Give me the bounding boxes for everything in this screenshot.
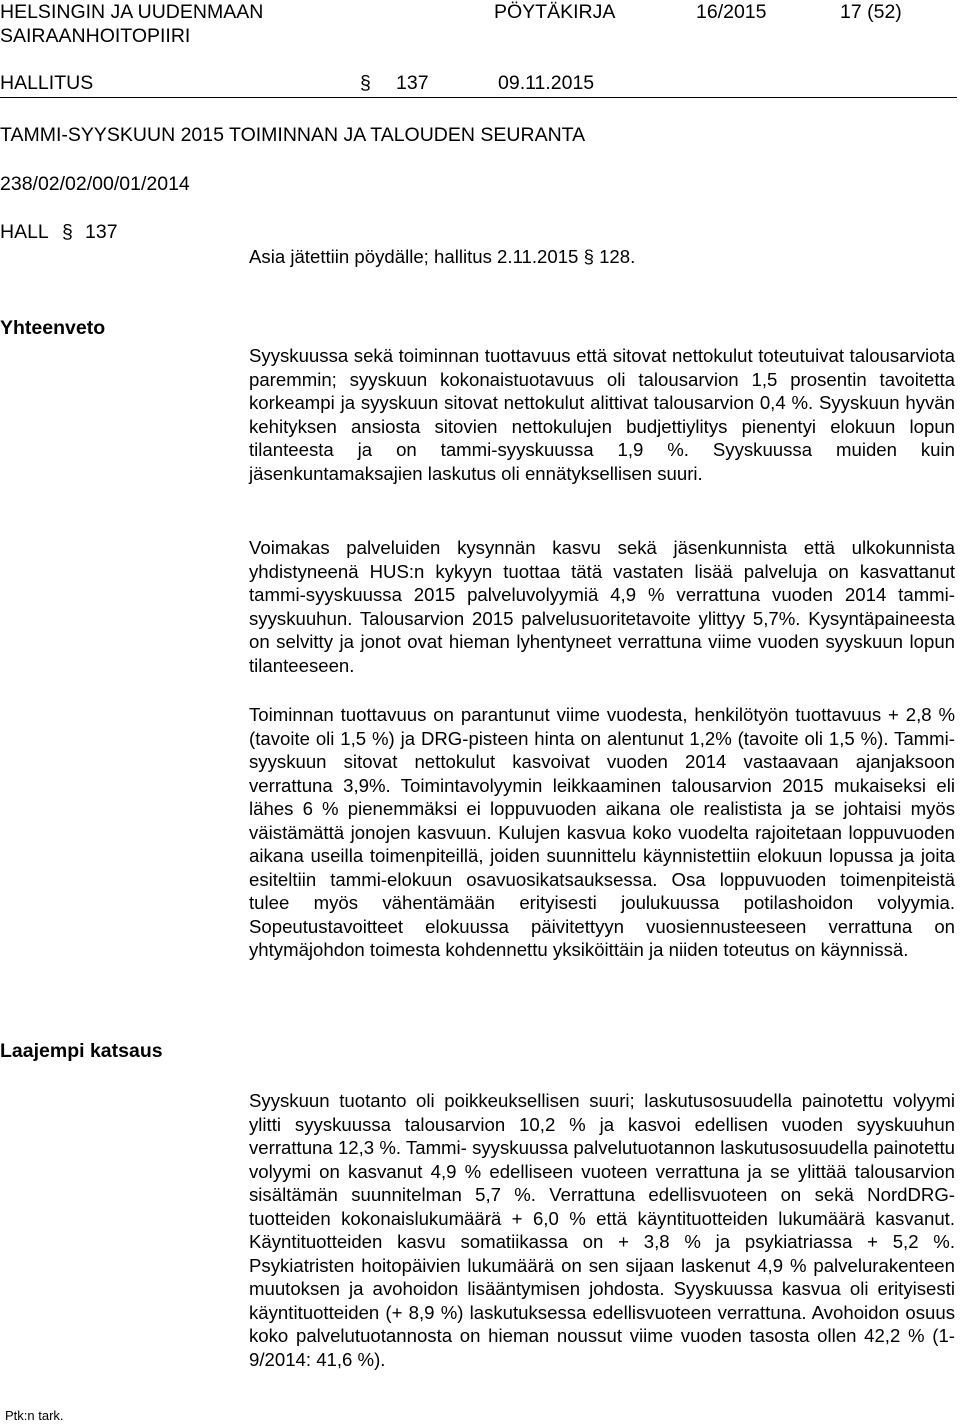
summary-paragraph-3 <box>249 703 955 962</box>
protocol-number: 16/2015 <box>696 1 767 23</box>
prev-decision-section-sign-icon: § <box>583 246 594 267</box>
governing-body: HALLITUS <box>0 72 94 94</box>
org-name-line1: HELSINGIN JA UUDENMAAN <box>0 1 264 23</box>
prev-decision-reference: 128. <box>599 246 636 267</box>
section-sign-icon: § <box>360 72 371 94</box>
doc-type: PÖYTÄKIRJA <box>494 1 616 23</box>
overview-paragraph-1-text: Syyskuun tuotanto oli poikkeuksellisen suuri; laskutusosuudella painotettu volyymi ylitti syyskuussa talousarvion 10,2 % ja kasvoi edellisen vuoden syyskuuhun verrattuna 12,3 %. Tammi- syyskuussa palvelutuotannon laskutusosuudella painotettu volyymi on kasvanut 4,9 % edelliseen vuoteen verrattuna ja se ylittää talousarvion sisältämän suunnitelman 5,7 %. Verrattuna edellisvuoteen on sekä NordDRG-tuotteiden kokonaislukumäärä + 6,0 % että käyntituotteiden lukumäärä kasvanut. Käyntituotteiden kasvu somatiikassa on + 3,8 % ja psykiatriassa + 5,2 %. Psykiatristen hoitopäivien lukumäärä on sen sijaan laskenut 4,9 % palvelurakenteen muutoksen ja avohoidon lisääntymisen johdosta. Syyskuussa kasvua oli erityisesti käyntituotteiden (+ 8,9 %) laskutuksessa edellisvuoteen verrattuna. Avohoidon osuus koko palvelutuotannosta on hieman noussut viime vuoden tasosta ollen 42,2 % (1-9/2014: 41,6 %). <box>249 1090 955 1370</box>
prev-section-number: 137 <box>85 221 118 243</box>
overview-paragraph-1 <box>249 1089 955 1371</box>
meeting-date: 09.11.2015 <box>498 72 595 94</box>
header-divider <box>0 97 957 98</box>
overview-heading: Laajempi katsaus <box>0 1040 163 1062</box>
org-name-line2: SAIRAANHOITOPIIRI <box>0 25 191 47</box>
summary-paragraph-3-text: Toiminnan tuottavuus on parantunut viime vuodesta, henkilötyön tuottavuus + 2,8 % (tavoite oli 1,5 %) ja DRG-pisteen hinta on alentunut 1,2% (tavoite oli 1,5 %). Tammi-syyskuun sitovat nettokulut kasvoivat vuoden 2014 vastaavaan ajanjaksoon verrattuna 3,9%. Toimintavolyymin leikkaaminen talousarvion 2015 mukaiseksi eli lähes 6 % pienemmäksi ei loppuvuoden aikana ole realistista ja se johtaisi myös väistämättä jonojen kasvuun. Kulujen kasvua koko vuodelta rajoitetaan loppuvuoden aikana useilla toimenpiteillä, joiden suunnittelu käynnistettiin elokuun lopussa ja joita esiteltiin tammi-elokuun osavuosikatsauksessa. Osa loppuvuoden toimenpiteistä tulee myös vähentämään erityisesti joulukuussa potilashoidon volyymia. Sopeutustavoitteet elokuussa päivitettyyn vuosiennusteeseen verrattuna on yhtymäjohdon toimesta kohdennettu yksiköittäin ja niiden toteutus on käynnissä. <box>249 704 955 960</box>
summary-paragraph-2-text: Voimakas palveluiden kysynnän kasvu sekä jäsenkunnista että ulkokunnista yhdistyneenä HUS:n kykyyn tuottaa tätä vastaten lisää palveluja on kasvattanut tammi-syyskuussa 2015 palveluvolyymiä 4,9 % verrattuna vuoden 2014 tammi- syyskuuhun. Talousarvion 2015 palvelusuoritetavoite ylittyy 5,7%. Kysyntäpaineesta on selvitty ja jonot ovat hieman lyhentyneet verrattuna viime vuoden syyskuun lopun tilanteeseen. <box>249 537 955 676</box>
section-number: 137 <box>396 72 429 94</box>
prev-body-label: HALL <box>0 221 49 243</box>
prev-decision-text: Asia jätettiin pöydälle; hallitus 2.11.2015 <box>249 246 579 267</box>
summary-paragraph-1-text: Syyskuussa sekä toiminnan tuottavuus että sitovat nettokulut toteutuivat talousarviota paremmin; syyskuun kokonaistuotavuus oli talousarvion 1,5 prosentin tavoitetta korkeampi ja syyskuun sitovat nettokulut alittivat talousarvion 0,4 %. Syyskuun hyvän kehityksen ansiosta sitovien nettokulujen budjettiylitys pienentyi elokuun lopun tilanteesta ja on tammi-syyskuussa 1,9 %. Syyskuussa muiden kuin jäsenkuntamaksajien laskutus oli ennätyksellisen suuri. <box>249 345 955 484</box>
summary-paragraph-2 <box>249 536 955 677</box>
summary-paragraph-1 <box>249 344 955 485</box>
summary-heading: Yhteenveto <box>0 317 106 339</box>
prev-section-sign-icon: § <box>62 221 73 243</box>
page-number: 17 (52) <box>840 1 902 23</box>
page-title: TAMMI-SYYSKUUN 2015 TOIMINNAN JA TALOUDEN SEURANTA <box>0 124 586 146</box>
prev-decision <box>249 245 635 269</box>
footer-note: Ptk:n tark. <box>5 1408 64 1423</box>
record-number: 238/02/02/00/01/2014 <box>0 173 190 195</box>
